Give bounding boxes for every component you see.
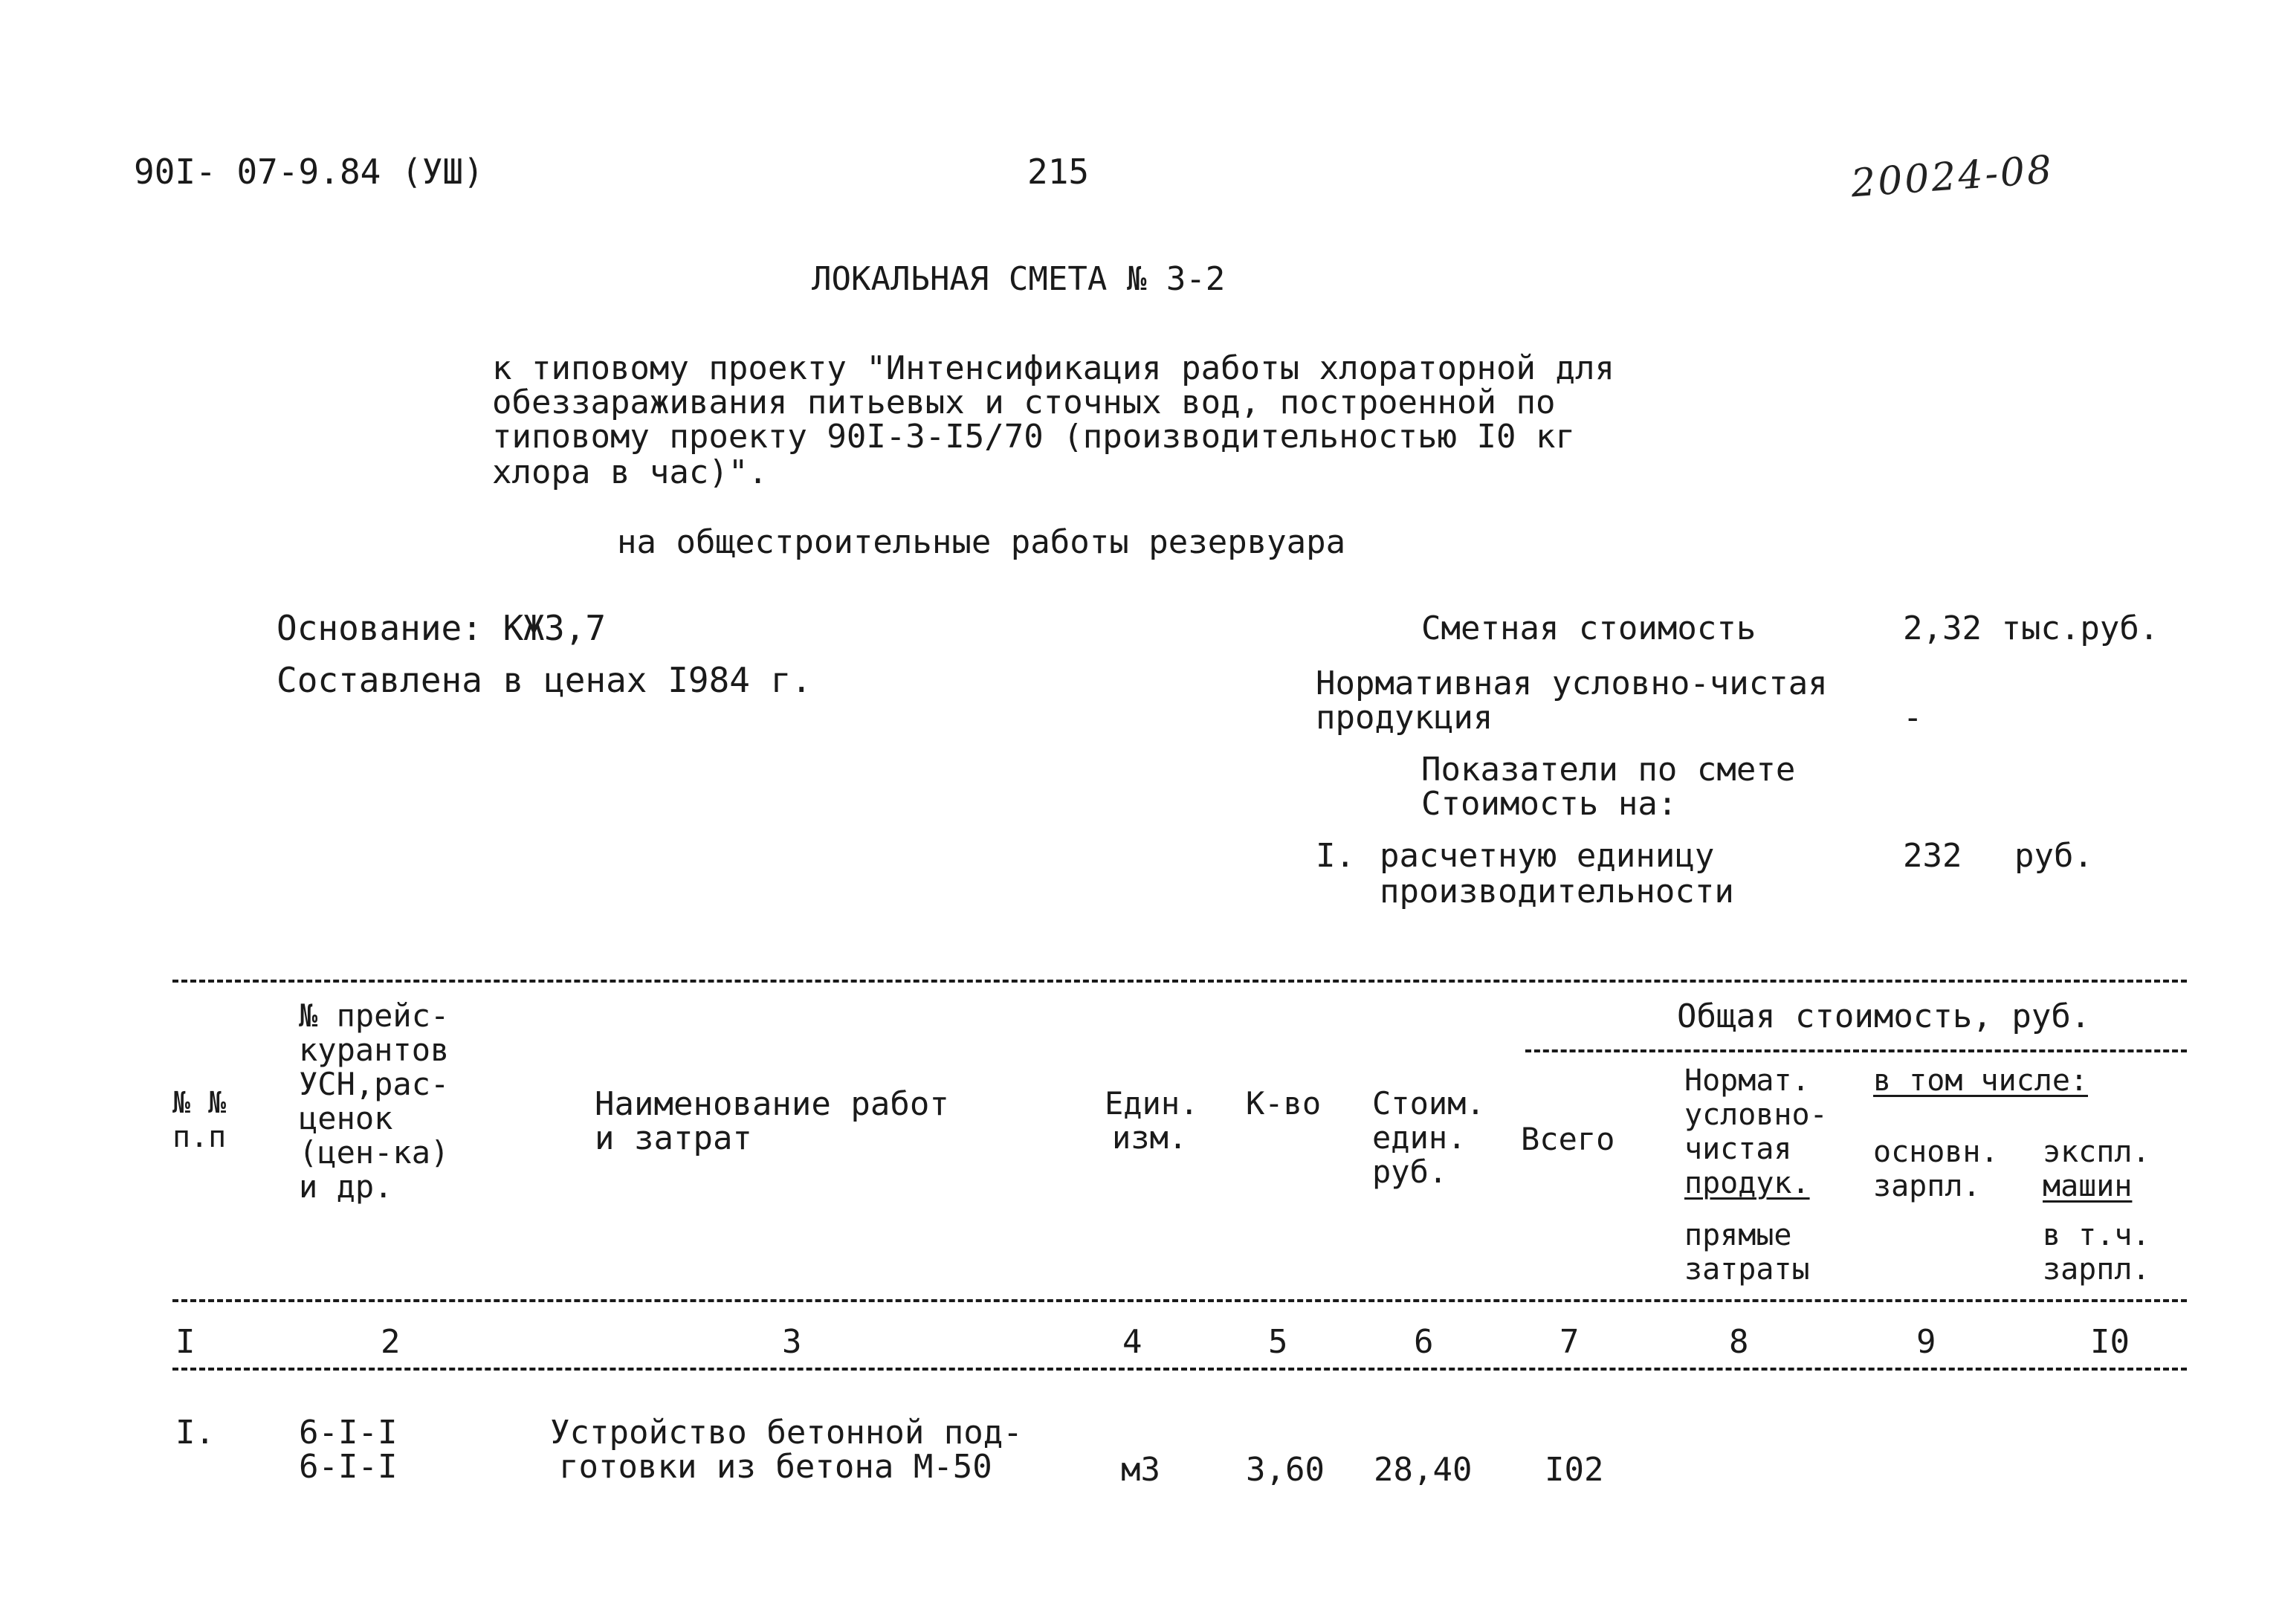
document-code: 90I- 07-9.84 (УШ) — [134, 152, 484, 192]
indicator-unit: руб. — [2014, 837, 2093, 875]
col-header-total: Всего — [1521, 1121, 1615, 1157]
description-line: обеззараживания питьевых и сточных вод, построенной по — [492, 384, 1556, 421]
column-number: I — [175, 1323, 195, 1361]
row-price-code: 6-I-I — [299, 1448, 398, 1486]
col-header-num: № № — [172, 1086, 227, 1120]
normative-product-label: Нормативная условно-чистая — [1316, 664, 1828, 702]
col-header-price: УСН,рас- — [299, 1066, 450, 1102]
column-number: 3 — [782, 1323, 802, 1361]
row-total: I02 — [1545, 1451, 1604, 1489]
col-header-price: и др. — [299, 1168, 393, 1205]
row-work-name: Устройство бетонной под- — [550, 1414, 1023, 1452]
total-cost-group-header: Общая стоимость, руб. — [1677, 997, 2091, 1035]
col-header-normative: продук. — [1684, 1166, 1810, 1200]
col-header-name: и затрат — [595, 1119, 752, 1157]
indicator-label: производительности — [1380, 873, 1734, 910]
col-header-machine-salary: в т.ч. — [2043, 1218, 2150, 1252]
col-header-price: курантов — [299, 1032, 450, 1068]
normative-product-label: продукция — [1316, 699, 1493, 737]
prices-year-label: Составлена в ценах I984 г. — [277, 660, 812, 700]
col-header-quantity: К-во — [1246, 1085, 1322, 1122]
work-scope: на общестроительные работы резервуара — [617, 523, 1346, 561]
document-title: ЛОКАЛЬНАЯ СМЕТА № 3-2 — [812, 260, 1226, 298]
column-number: 6 — [1414, 1323, 1434, 1361]
indicator-label: расчетную единицу — [1380, 837, 1715, 875]
col-header-unit: Един. — [1105, 1085, 1199, 1122]
col-header-base-salary: зарпл. — [1873, 1169, 1981, 1203]
column-number: 8 — [1729, 1323, 1749, 1361]
col-header-machines: экспл. — [2043, 1135, 2150, 1169]
col-header-name: Наименование работ — [595, 1085, 949, 1123]
col-header-unit-cost: един. — [1372, 1119, 1467, 1156]
col-header-price: ценок — [299, 1100, 393, 1136]
col-header-price: (цен-ка) — [299, 1134, 450, 1171]
col-header-base-salary: основн. — [1873, 1135, 1999, 1169]
column-number: 4 — [1122, 1323, 1142, 1361]
col-header-unit-cost: Стоим. — [1372, 1085, 1485, 1122]
col-header-direct-costs: прямые — [1684, 1218, 1792, 1252]
header-bottom-rule — [172, 1299, 2187, 1302]
indicator-value: 232 — [1903, 837, 1962, 875]
column-number: I0 — [2090, 1323, 2130, 1361]
group-header-rule — [1525, 1049, 2187, 1052]
description-line: к типовому проекту "Интенсификация работы хлораторной для — [492, 349, 1614, 387]
description-line: хлора в час)". — [492, 453, 768, 491]
col-header-machines: машин — [2043, 1169, 2133, 1203]
column-number-rule — [172, 1368, 2187, 1371]
col-header-direct-costs: затраты — [1684, 1252, 1810, 1287]
estimated-cost-value: 2,32 тыс.руб. — [1903, 609, 2159, 647]
col-header-price: № прейс- — [299, 997, 450, 1034]
indicators-heading: Стоимость на: — [1421, 785, 1678, 823]
col-header-normative: чистая — [1684, 1132, 1792, 1166]
column-number: 9 — [1916, 1323, 1936, 1361]
basis-label: Основание: КЖЗ,7 — [277, 608, 607, 648]
page-number: 215 — [1027, 152, 1090, 192]
column-number: 5 — [1268, 1323, 1288, 1361]
indicators-heading: Показатели по смете — [1421, 751, 1796, 789]
indicator-number: I. — [1316, 837, 1355, 875]
row-price-code: 6-I-I — [299, 1414, 398, 1452]
column-number: 2 — [381, 1323, 401, 1361]
description-line: типовому проекту 90I-3-I5/70 (производительностью I0 кг — [492, 418, 1575, 456]
normative-product-value: - — [1903, 699, 1923, 737]
table-top-rule — [172, 980, 2187, 983]
row-quantity: 3,60 — [1246, 1451, 1325, 1489]
col-header-unit: изм. — [1112, 1119, 1188, 1156]
estimated-cost-label: Сметная стоимость — [1421, 609, 1756, 647]
row-unit-cost: 28,40 — [1374, 1451, 1473, 1489]
row-number: I. — [175, 1414, 215, 1452]
row-unit: м3 — [1121, 1451, 1160, 1489]
row-work-name: готовки из бетона М-50 — [559, 1448, 992, 1486]
handwritten-inventory-number: 20024-08 — [1849, 147, 2055, 207]
col-header-including: в том числе: — [1873, 1064, 2088, 1098]
col-header-normative: условно- — [1684, 1098, 1828, 1132]
col-header-num: п.п — [172, 1120, 227, 1154]
col-header-normative: Нормат. — [1684, 1064, 1810, 1098]
col-header-machine-salary: зарпл. — [2043, 1252, 2150, 1287]
col-header-unit-cost: руб. — [1372, 1154, 1448, 1190]
column-number: 7 — [1559, 1323, 1580, 1361]
